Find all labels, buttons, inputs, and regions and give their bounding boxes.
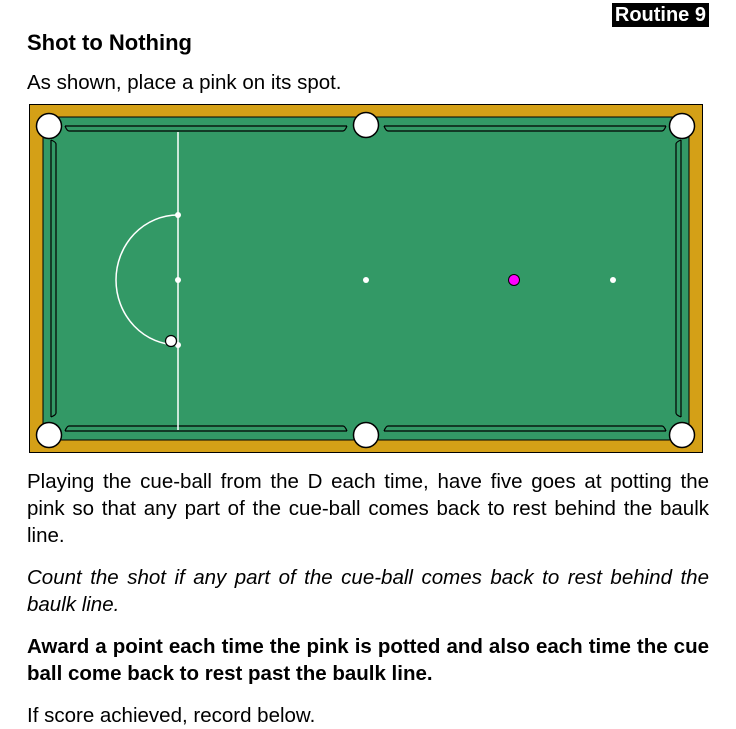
pocket-bottom-middle	[354, 423, 379, 448]
pocket-bottom-left	[37, 423, 62, 448]
routine-badge: Routine 9	[612, 3, 709, 27]
green-spot	[175, 212, 181, 218]
black-spot	[610, 277, 616, 283]
instruction-paragraph-4: If score achieved, record below.	[27, 704, 316, 727]
pocket-top-left	[37, 114, 62, 139]
snooker-table-svg	[29, 104, 703, 453]
blue-spot	[363, 277, 369, 283]
brown-spot	[175, 277, 181, 283]
instruction-paragraph-2: Count the shot if any part of the cue-ball comes back to rest behind the baulk line.	[27, 566, 709, 616]
pocket-top-right	[670, 114, 695, 139]
instruction-paragraph-1: Playing the cue-ball from the D each time, have five goes at potting the pink so that any part of the cue-ball comes back to rest behind the baulk line.	[27, 470, 709, 547]
snooker-table-diagram	[29, 104, 703, 453]
intro-text: As shown, place a pink on its spot.	[27, 71, 342, 94]
cue-ball	[166, 336, 177, 347]
pink-ball	[509, 275, 520, 286]
page-title: Shot to Nothing	[27, 30, 192, 55]
pocket-bottom-right	[670, 423, 695, 448]
instruction-paragraph-3: Award a point each time the pink is potted and also each time the cue ball come back to rest past the baulk line.	[27, 635, 709, 685]
pocket-top-middle	[354, 113, 379, 138]
